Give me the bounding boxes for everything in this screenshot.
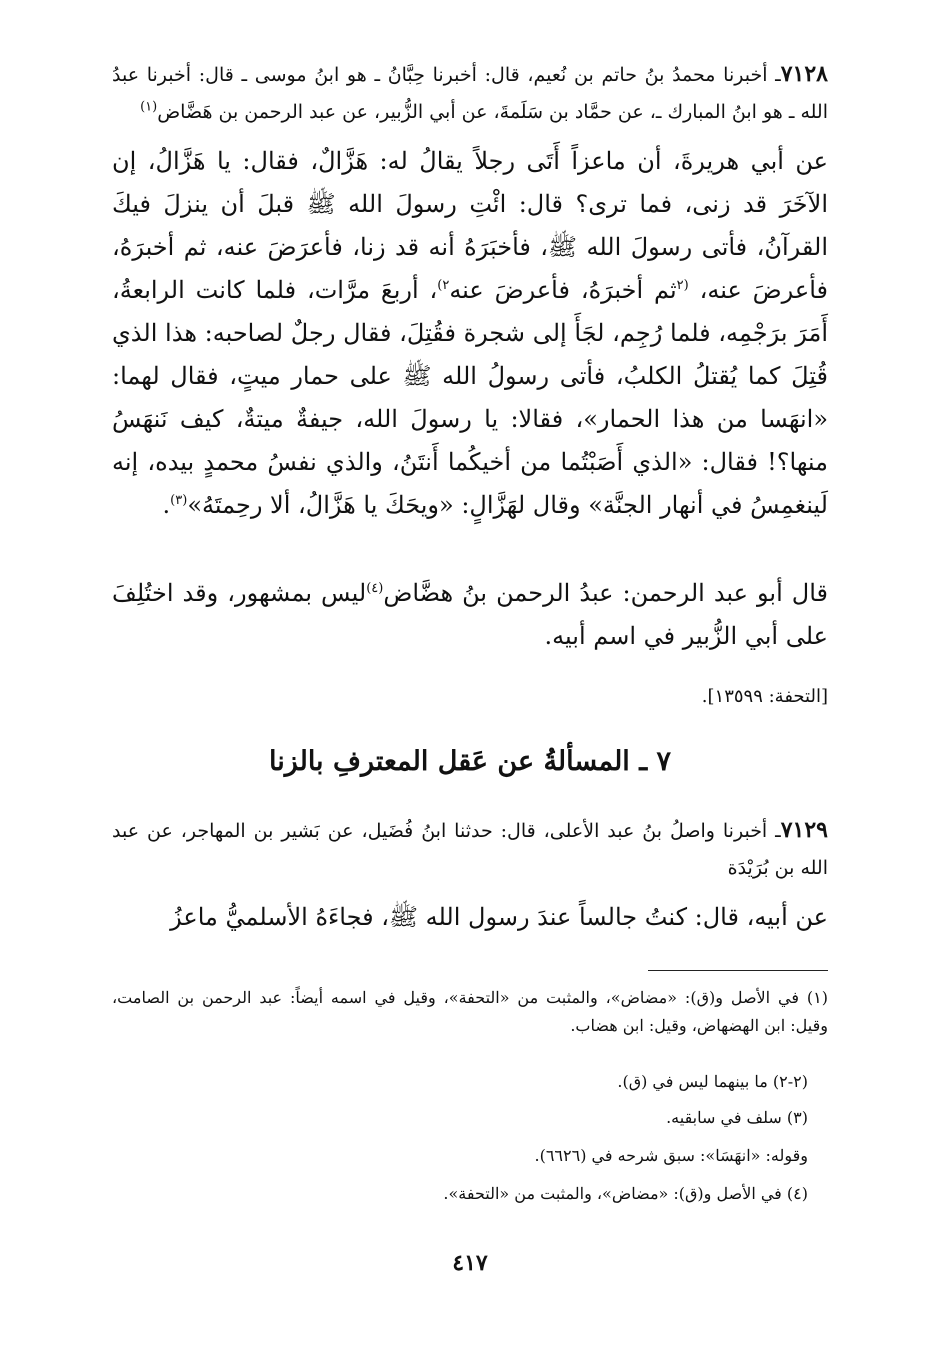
hadith-7128-matn: [112, 140, 828, 527]
footnote-separator: [648, 970, 828, 971]
comment-text: قال أبو عبد الرحمن: عبدُ الرحمن بنُ هضَّاض: [383, 579, 829, 607]
footnote-1: (١) في الأصل و(ق): «مضاض»، والمثبت من «التحفة»، وقيل في اسمه أيضاً: عبد الرحمن بن الصامت، وقيل: ابن الهضهاض، وقيل: ابن هضاب.: [112, 988, 828, 1035]
hadith-7128-isnad: [112, 56, 828, 131]
hadith-7129-isnad: [112, 812, 828, 887]
footnote-2: (٢-٢) ما بينهما ليس في (ق).: [617, 1072, 808, 1091]
footnote-ref: (٣): [170, 493, 188, 508]
footnote-4: (٤) في الأصل و(ق): «مضاض»، والمثبت من «التحفة».: [443, 1184, 808, 1203]
comment-text: ليس بمشهور، وقد اختُلِفَ على أبي الزُّبير في اسم أبيه.: [112, 579, 828, 650]
page-number: ٤١٧: [452, 1250, 488, 1276]
footnote-3-note: وقوله: «انهَسَا»: سبق شرحه في (٦٦٢٦).: [534, 1146, 808, 1165]
matn-text: ثم أخبرَهُ، فأعرضَ عنه: [449, 276, 677, 304]
footnote-ref: ٢): [437, 278, 450, 293]
footnote-ref: (٤): [366, 581, 384, 596]
footnote-3: (٣) سلف في سابقيه.: [666, 1108, 808, 1127]
hadith-7129-matn: عن أبيه، قال: كنتُ جالساً عندَ رسول الله ﷺ، فجاءَهُ الأسلميُّ ماعزُ: [170, 903, 828, 931]
matn-text: .: [162, 491, 171, 519]
footnote-ref: (٢: [676, 278, 689, 293]
author-comment: [112, 572, 828, 658]
matn-text: عن أبي هريرةَ، أن ماعزاً أَتَى رجلاً يقالُ له: هَزَّالٌ، فقال: يا هَزَّالُ، إن الآخَرَ قد زنى، فما ترى؟ قال: ائْتِ رسولَ الله ﷺ قبلَ أن ينزلَ فيكَ القرآنُ، فأتى رسولَ الله ﷺ، فأخبَرَهُ أنه قد زنا، فأعرَضَ عنه، ثم أخبرَهُ، فأعرضَ عنه،: [112, 147, 829, 304]
tuhfa-reference: [التحفة: ١٣٥٩٩].: [701, 686, 828, 707]
matn-text: ، أربعَ مرَّات، فلما كانت الرابعةُ، أَمَرَ برَجْمِه، فلما رُجِم، لجَأَ إلى شجرة فقُتِلَ، فقال رجلٌ لصاحبه: هذا الذي قُتِلَ كما يُقتلُ الكلبُ، فأتى رسولُ الله ﷺ على حمار ميتٍ، فقال لهما: «انهَسا من هذا الحمار»، فقالا: يا رسولَ الله، جيفةٌ ميتةٌ، كيف نَنهَسُ منها؟! فقال: «الذي أَصَبْتُما من أخيكُما أَنتَنُ، والذي نفسُ محمدٍ بيده، إنه لَينغمِسُ في أنهار الجنَّة» وقال لهَزَّالٍ: «ويحَكَ يا هَزَّالُ، ألا رحِمتَهُ»: [112, 276, 828, 519]
chapter-heading: ٧ ـ المسألةُ عن عَقل المعترفِ بالزنا: [268, 746, 672, 777]
hadith-number: ٧١٢٩: [780, 817, 828, 843]
isnad-text: ـ أخبرنا محمدُ بنُ حاتم بن نُعيم، قال: أخبرنا حِبَّانُ ـ هو ابنُ موسى ـ قال: أخبرنا عبدُ الله ـ هو ابنُ المبارك ـ، عن حمَّاد بن سَلَمةَ، عن أبي الزُّبير، عن عبد الرحمن بن هَضَّاض: [112, 64, 828, 123]
hadith-number: ٧١٢٨: [780, 61, 828, 87]
footnote-ref: (١): [140, 99, 158, 115]
isnad-text: ـ أخبرنا واصلُ بنُ عبد الأعلى، قال: حدثنا ابنُ فُضَيل، عن بَشير بن المهاجر، عن عبد الله بن بُرَيْدَة: [112, 820, 828, 879]
